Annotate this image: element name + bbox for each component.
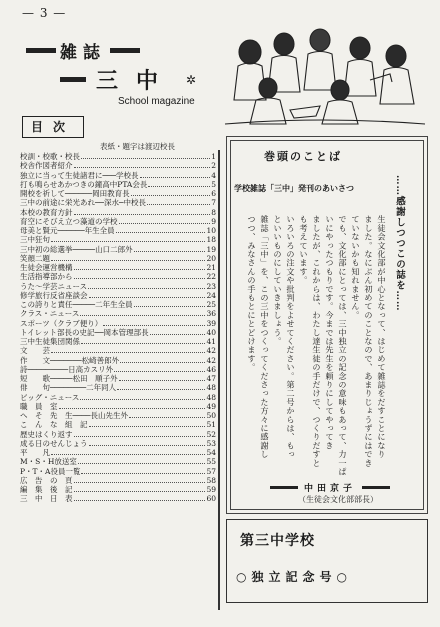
toc-item-page: 36	[206, 309, 216, 319]
preface-body-line: といいものにしていきましょう。	[273, 215, 283, 346]
toc-item	[20, 319, 216, 328]
toc-item	[20, 161, 216, 170]
toc-leader-dots	[74, 278, 206, 279]
toc-leader-dots	[103, 325, 205, 326]
toc-item-page: 54	[206, 448, 216, 457]
decorative-bar	[26, 48, 56, 53]
toc-item-page: 18	[206, 235, 216, 245]
preface-body-line: いろいろの注文や批判をよせてください。第二号からは、もっ	[286, 215, 296, 459]
toc-item-title: 広 告 の 頁	[20, 475, 73, 485]
toc-item-title: 開校を祈して──────岡田教育長	[20, 189, 130, 198]
toc-leader-dots	[81, 343, 205, 344]
toc-item	[20, 180, 216, 189]
toc-item-title: 作 文───────松崎善郎外	[20, 355, 120, 365]
toc-item-page: 9	[211, 216, 216, 226]
toc-leader-dots	[78, 463, 206, 464]
toc-item	[20, 420, 216, 429]
toc-item-title: 本校の教育方針	[20, 207, 73, 217]
toc-leader-dots	[89, 426, 206, 427]
toc-item-page: 6	[211, 189, 216, 198]
magazine-name: 三中	[96, 68, 177, 94]
toc-leader-dots	[89, 297, 206, 298]
preface-heading: 巻頭のことば	[264, 150, 342, 163]
toc-item-title: 職 員 室	[20, 401, 58, 411]
toc-leader-dots	[74, 167, 211, 168]
toc-item-page: 49	[206, 401, 216, 411]
toc-item	[20, 494, 216, 503]
toc-item-page: 60	[206, 494, 216, 504]
toc-item-title: 三中狂句	[20, 235, 50, 245]
magazine-subtitle: School magazine	[118, 96, 195, 107]
toc-item	[20, 393, 216, 402]
preface-title: ……感謝しつつこの誌を……	[394, 175, 405, 312]
toc-item-page: 25	[206, 300, 216, 309]
toc-item	[20, 467, 216, 476]
toc-item-title: 三中初の総選挙─────山口二郎外	[20, 244, 133, 254]
page-number: — 3 —	[22, 6, 67, 20]
toc-item-title: 三 中 日 表	[20, 494, 73, 504]
toc-item	[20, 198, 216, 207]
toc-item	[20, 337, 216, 346]
toc-leader-dots	[74, 436, 206, 437]
toc-item-page: 55	[206, 457, 216, 467]
preface-body-line: 雑誌「三中」を、この三中をつくってくださった方々に感謝し	[260, 215, 270, 459]
toc-leader-dots	[134, 251, 206, 252]
toc-item-title: ビッグ・ニュース	[20, 392, 80, 402]
toc-item	[20, 328, 216, 337]
decorative-bar	[270, 486, 298, 489]
toc-item-page: 20	[206, 253, 216, 263]
toc-item-title: 笑顔二題	[20, 253, 50, 263]
toc-item	[20, 226, 216, 235]
toc-leader-dots	[81, 473, 205, 474]
magazine-label-row	[26, 38, 140, 63]
toc-item	[20, 439, 216, 448]
toc-item	[20, 189, 216, 198]
toc-leader-dots	[51, 260, 205, 261]
star-icon: ✲	[186, 72, 197, 87]
toc-leader-dots	[147, 204, 210, 205]
school-name: 第三中学校	[240, 533, 315, 549]
toc-item-title: 母美と賢元──────年生全員	[20, 226, 115, 235]
toc-item-page: 46	[206, 364, 216, 374]
toc-item	[20, 309, 216, 318]
toc-leader-dots	[74, 269, 206, 270]
toc-heading: 目次	[22, 116, 84, 138]
author-name: 中田京子	[304, 484, 357, 494]
toc-item-title: 生徒会運営機構	[20, 263, 73, 272]
toc-item	[20, 430, 216, 439]
toc-leader-dots	[150, 334, 206, 335]
toc-item-page: 24	[206, 290, 216, 300]
preface-body-line: ていないかも知れません。	[351, 215, 361, 320]
toc-leader-dots	[120, 362, 205, 363]
preface-body-line: 生徒会文化部が中心となって、はじめて雑誌をだすことになり	[377, 215, 387, 459]
toc-item	[20, 300, 216, 309]
toc-leader-dots	[148, 186, 210, 187]
toc-item-title: へ そ 先 生────長山先生外	[20, 411, 129, 420]
toc-item-title: クラス・ニュース	[20, 309, 80, 319]
toc-item-title: 編 集 後 記	[20, 485, 73, 494]
toc-leader-dots	[74, 482, 206, 483]
toc-item	[20, 171, 216, 180]
preface-body-line: も考えています。	[299, 215, 309, 285]
toc-item-page: 41	[206, 337, 216, 346]
toc-note: 表紙・題字は渡辺校長	[100, 142, 175, 151]
toc-item-page: 59	[206, 485, 216, 494]
toc-item-title: 短 歌─────松田 順子外	[20, 374, 118, 383]
toc-item-page: 48	[206, 392, 216, 402]
toc-item-page: 2	[211, 161, 216, 171]
decorative-bar	[110, 48, 140, 53]
toc-item-title: P・T・A役員一覧	[20, 466, 81, 476]
toc-item-title: 修学旅行反省座談会	[20, 290, 88, 300]
toc-leader-dots	[117, 389, 205, 390]
toc-item-page: 51	[206, 420, 216, 430]
toc-leader-dots	[116, 232, 206, 233]
toc-item	[20, 263, 216, 272]
toc-item-title: 育空にそびえ立つ藻道の学校	[20, 216, 118, 226]
toc-item-page: 5	[211, 179, 216, 189]
toc-leader-dots	[74, 500, 206, 501]
toc-item-page: 40	[206, 327, 216, 337]
toc-item	[20, 282, 216, 291]
toc-leader-dots	[88, 288, 205, 289]
toc-item	[20, 291, 216, 300]
toc-item-page: 39	[206, 318, 216, 328]
toc-item	[20, 383, 216, 392]
preface-body-line: いにやったつもりです。今までは先生を頼りにしてやってき	[325, 215, 335, 450]
toc-leader-dots	[51, 241, 205, 242]
magazine-name-row	[60, 64, 196, 95]
toc-leader-dots	[74, 214, 211, 215]
toc-item	[20, 374, 216, 383]
toc-item-title: 成る日のせんじょう	[20, 438, 88, 448]
toc-leader-dots	[81, 158, 210, 159]
toc-item-page: 42	[206, 355, 216, 365]
toc-list	[20, 152, 216, 504]
toc-item-page: 19	[206, 244, 216, 254]
toc-item-page: 23	[206, 281, 216, 291]
toc-leader-dots	[89, 445, 206, 446]
toc-leader-dots	[131, 195, 211, 196]
toc-leader-dots	[51, 352, 205, 353]
toc-item-title: スポーツ（クラブ便り）	[20, 318, 103, 328]
toc-leader-dots	[114, 371, 205, 372]
toc-item-title: 三中の前途に栄光あれ──深水─中校長	[20, 198, 147, 208]
toc-leader-dots	[134, 306, 206, 307]
author-row	[270, 481, 390, 494]
toc-item-page: 21	[206, 263, 216, 272]
toc-item-page: 4	[211, 170, 216, 180]
toc-leader-dots	[80, 399, 205, 400]
toc-item	[20, 448, 216, 457]
toc-item-title: 歴史はくり返す	[20, 429, 73, 439]
toc-item-title: こ ん な 組 記	[20, 420, 88, 430]
toc-item	[20, 476, 216, 485]
toc-item-page: 1	[211, 152, 216, 161]
toc-leader-dots	[74, 491, 206, 492]
toc-item	[20, 272, 216, 281]
toc-item-page: 52	[206, 429, 216, 439]
toc-item-page: 42	[206, 346, 216, 356]
toc-leader-dots	[129, 417, 205, 418]
toc-item-title: M・S・H放送室	[20, 457, 77, 467]
toc-item-title: 文 芸	[20, 346, 50, 356]
toc-item-page: 57	[206, 466, 216, 476]
toc-item	[20, 245, 216, 254]
toc-item-page: 22	[206, 272, 216, 282]
toc-item	[20, 346, 216, 355]
toc-item-title: 俳 句────────二年同人	[20, 383, 117, 393]
column-divider	[218, 150, 220, 610]
toc-item-title: 打も鳴らせあかつきの鐘高中PTA会長	[20, 179, 148, 189]
toc-item	[20, 402, 216, 411]
preface-body-line: ました。なにぶん初めてのことなので、あまりじょうずにはでき	[364, 215, 374, 468]
toc-item	[20, 457, 216, 466]
illustration-students	[220, 20, 430, 130]
magazine-label: 雑誌	[60, 43, 106, 63]
decorative-bar	[362, 486, 390, 489]
toc-item-title: 独立に当って生徒諸君に───学校長	[20, 170, 139, 180]
preface-body-line: つつ、みなさんの手もとにとどけます。	[247, 215, 257, 372]
author-title: （生徒会文化部部長）	[298, 495, 378, 504]
toc-item	[20, 152, 216, 161]
toc-item	[20, 254, 216, 263]
toc-item-title: 校舎作図者紹介	[20, 161, 73, 171]
toc-item-page: 47	[206, 374, 216, 383]
toc-item-page: 7	[211, 198, 216, 208]
toc-item-title: 詩─────────日高カスリ外	[20, 364, 114, 374]
toc-leader-dots	[59, 408, 206, 409]
toc-item	[20, 485, 216, 494]
toc-item-title: この誇りと責任─────二年生全員	[20, 300, 133, 309]
toc-item-page: 48	[206, 383, 216, 393]
toc-item-page: 8	[211, 207, 216, 217]
toc-item	[20, 356, 216, 365]
preface-body-line: ましたが、これからは、わたし達生徒の手だけで、つくりだすと	[312, 215, 322, 468]
toc-item-title: 三中生徒集団関係	[20, 337, 80, 346]
toc-item-title: 生活指導部から	[20, 272, 73, 282]
decorative-bar	[60, 77, 86, 82]
toc-leader-dots	[119, 223, 211, 224]
special-issue-label: ○独立記念号○	[236, 570, 352, 584]
toc-item	[20, 235, 216, 244]
toc-leader-dots	[51, 454, 205, 455]
toc-leader-dots	[140, 177, 211, 178]
toc-item-page: 53	[206, 438, 216, 448]
toc-item	[20, 217, 216, 226]
toc-item-page: 10	[206, 226, 216, 235]
toc-item-title: トイレット部長の史記──岡本管理部長	[20, 327, 149, 337]
toc-item-title: うた〜学芸ニュース	[20, 281, 88, 291]
toc-item	[20, 208, 216, 217]
toc-item-page: 50	[206, 411, 216, 420]
toc-item	[20, 365, 216, 374]
toc-item	[20, 411, 216, 420]
toc-item-page: 58	[206, 475, 216, 485]
toc-item-title: 校訓・校歌・校長	[20, 152, 80, 161]
preface-body-line: でも、文化部にとっては、三中独立の記念の意味もあって、力一ぱ	[338, 215, 348, 476]
toc-item-title: 平 凡	[20, 448, 50, 457]
toc-leader-dots	[80, 315, 205, 316]
preface-subheading: 学校雑誌「三中」発刊のあいさつ	[234, 183, 354, 193]
toc-leader-dots	[119, 380, 206, 381]
preface-body	[232, 215, 388, 477]
